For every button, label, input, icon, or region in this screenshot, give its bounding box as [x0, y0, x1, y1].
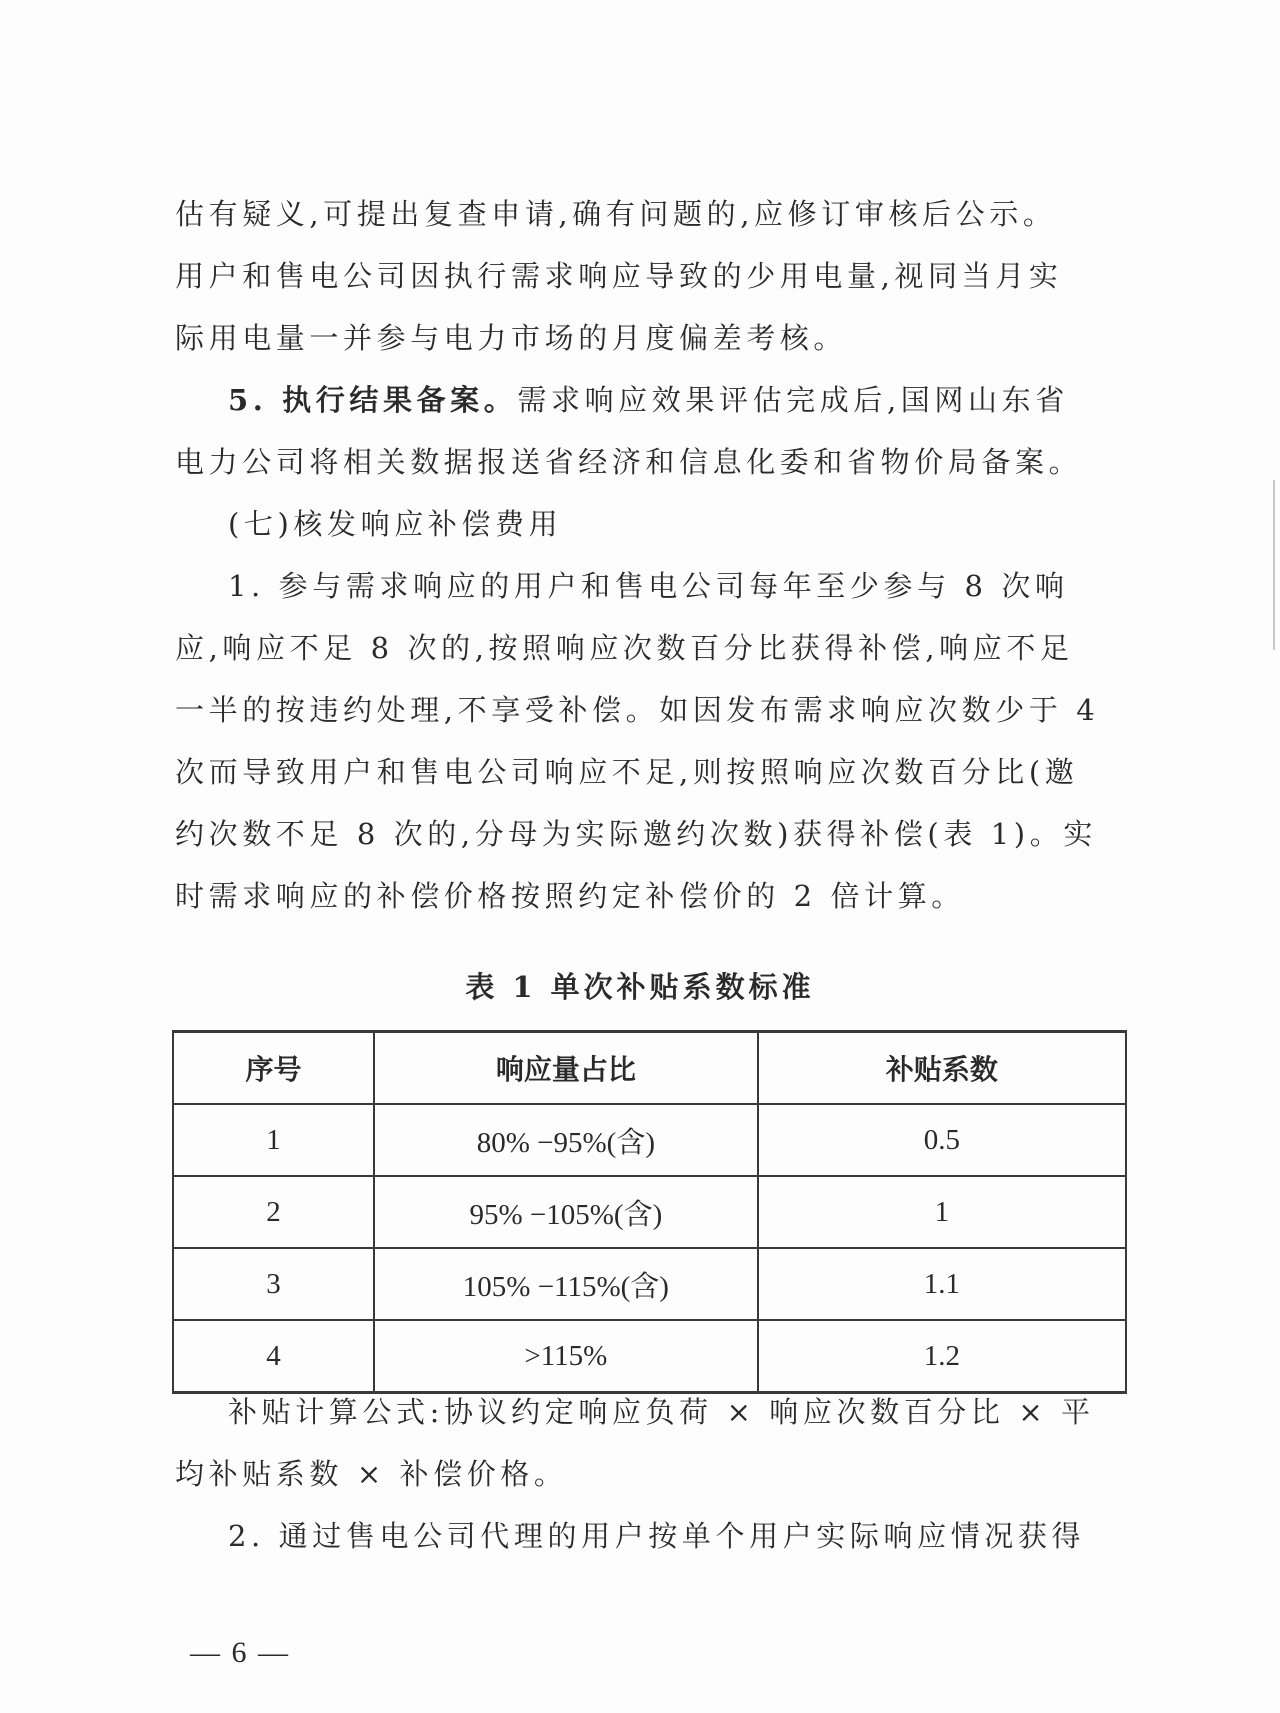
- cell-index: 1: [173, 1104, 374, 1176]
- cell-coefficient: 1.2: [758, 1320, 1126, 1393]
- cell-ratio: 105% −115%(含): [374, 1248, 758, 1320]
- paragraph-line: 时需求响应的补偿价格按照约定补偿价的 2 倍计算。: [175, 879, 965, 913]
- table-row: [173, 1104, 1126, 1176]
- cell-ratio: 80% −95%(含): [374, 1104, 758, 1176]
- paragraph-line: 际用电量一并参与电力市场的月度偏差考核。: [175, 321, 848, 355]
- scan-edge-mark: [1273, 480, 1275, 650]
- cell-ratio: >115%: [374, 1320, 758, 1393]
- page-number: — 6 —: [190, 1636, 290, 1669]
- item-heading-5: 5. 执行结果备案。: [228, 383, 518, 417]
- header-cell: 序号: [173, 1032, 374, 1105]
- paragraph-line: 1. 参与需求响应的用户和售电公司每年至少参与 8 次响: [228, 569, 1069, 603]
- table-caption: 表 1 单次补贴系数标准: [465, 970, 815, 1004]
- paragraph-line: 均补贴系数 × 补偿价格。: [175, 1457, 568, 1491]
- table-row: [173, 1248, 1126, 1320]
- paragraph-line: 应,响应不足 8 次的,按照响应次数百分比获得补偿,响应不足: [175, 631, 1074, 665]
- cell-coefficient: 1.1: [758, 1248, 1126, 1320]
- paragraph-line: 用户和售电公司因执行需求响应导致的少用电量,视同当月实: [175, 259, 1063, 293]
- paragraph-line: 约次数不足 8 次的,分母为实际邀约次数)获得补偿(表 1)。实: [175, 817, 1097, 851]
- paragraph-line: [228, 380, 1125, 420]
- paragraph-line: 补贴计算公式:协议约定响应负荷 × 响应次数百分比 × 平: [228, 1395, 1095, 1429]
- header-cell: 响应量占比: [374, 1032, 758, 1105]
- cell-coefficient: 1: [758, 1176, 1126, 1248]
- cell-coefficient: 0.5: [758, 1104, 1126, 1176]
- paragraph-line: 一半的按违约处理,不享受补偿。如因发布需求响应次数少于 4: [175, 693, 1100, 727]
- subsidy-coefficient-table: [172, 1030, 1127, 1394]
- table-header-row: [173, 1032, 1126, 1105]
- paragraph-text: 需求响应效果评估完成后,国网山东省: [517, 383, 1069, 417]
- cell-ratio: 95% −105%(含): [374, 1176, 758, 1248]
- paragraph-line: 次而导致用户和售电公司响应不足,则按照响应次数百分比(邀: [175, 755, 1079, 789]
- table-row: [173, 1320, 1126, 1393]
- paragraph-line: 估有疑义,可提出复查申请,确有问题的,应修订审核后公示。: [175, 197, 1057, 231]
- section-heading: (七)核发响应补偿费用: [228, 507, 563, 541]
- cell-index: 4: [173, 1320, 374, 1393]
- cell-index: 3: [173, 1248, 374, 1320]
- paragraph-line: 2. 通过售电公司代理的用户按单个用户实际响应情况获得: [228, 1519, 1086, 1553]
- table-row: [173, 1176, 1126, 1248]
- header-cell: 补贴系数: [758, 1032, 1126, 1105]
- paragraph-line: 电力公司将相关数据报送省经济和信息化委和省物价局备案。: [175, 445, 1083, 479]
- cell-index: 2: [173, 1176, 374, 1248]
